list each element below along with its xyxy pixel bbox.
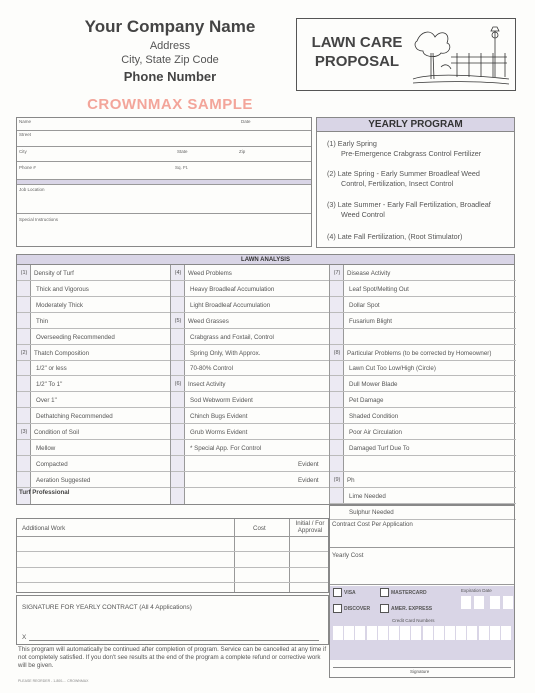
- program-step-3-detail: Weed Control: [341, 210, 385, 219]
- cc-digit-box[interactable]: [434, 626, 444, 640]
- expiration-box[interactable]: [503, 596, 513, 609]
- analysis-item[interactable]: Disease Activity: [347, 270, 391, 277]
- analysis-row-line: [17, 375, 170, 376]
- analysis-item[interactable]: Thin: [36, 318, 49, 325]
- analysis-item[interactable]: Lime Needed: [349, 493, 386, 500]
- city-label: City: [19, 149, 27, 154]
- analysis-row-line: [330, 487, 516, 488]
- analysis-row-line: [171, 375, 329, 376]
- mastercard-label: MASTERCARD: [391, 590, 427, 596]
- cc-digit-box[interactable]: [355, 626, 365, 640]
- analysis-row-line: [330, 439, 516, 440]
- section-number: (8): [333, 350, 341, 356]
- company-city-state-zip: City, State Zip Code: [121, 54, 219, 66]
- analysis-item[interactable]: Thatch Composition: [34, 350, 90, 357]
- contract-signature-line[interactable]: [333, 667, 511, 668]
- analysis-item[interactable]: Sulphur Needed: [349, 509, 394, 516]
- analysis-item[interactable]: Insect Activity: [188, 381, 226, 388]
- signature-block: [16, 595, 329, 645]
- analysis-row-line: [330, 471, 516, 472]
- analysis-row-line: [171, 471, 329, 472]
- cc-digit-box[interactable]: [490, 626, 500, 640]
- analysis-item[interactable]: * Special App. For Control: [190, 445, 262, 452]
- analysis-row-line: [330, 407, 516, 408]
- state-label: State: [177, 149, 188, 154]
- x-mark: X: [22, 634, 27, 641]
- analysis-row-line: [171, 280, 329, 281]
- form-title: LAWN CARE PROPOSAL: [311, 34, 403, 70]
- analysis-row-line: [17, 360, 170, 361]
- street-row[interactable]: [17, 131, 311, 147]
- analysis-item[interactable]: Overseeding Recommended: [36, 334, 115, 341]
- phone-row[interactable]: [17, 162, 311, 180]
- program-step-1: (1) Early Spring: [327, 139, 377, 148]
- analysis-row-line: [17, 439, 170, 440]
- analysis-row-line: [171, 439, 329, 440]
- analysis-row-line: [171, 312, 329, 313]
- analysis-item[interactable]: Pet Damage: [349, 397, 384, 404]
- discover-label: DISCOVER: [344, 606, 371, 612]
- additional-work-header: Additional Work: [22, 525, 66, 532]
- sample-watermark: CROWNMAX SAMPLE: [87, 96, 253, 113]
- analysis-row-line: [17, 391, 170, 392]
- analysis-row-line: [17, 344, 170, 345]
- cc-digit-box[interactable]: [501, 626, 511, 640]
- contract-panel: [329, 505, 515, 678]
- analysis-item[interactable]: Dollar Spot: [349, 302, 380, 309]
- analysis-item[interactable]: Heavy Broadleaf Accumulation: [190, 286, 275, 293]
- analysis-item[interactable]: Crabgrass and Foxtail, Control: [190, 334, 274, 341]
- analysis-item[interactable]: Grub Worms Evident: [190, 429, 248, 436]
- analysis-item[interactable]: Weed Grasses: [188, 318, 229, 325]
- zip-label: Zip: [239, 149, 246, 154]
- analysis-item[interactable]: Shaded Condition: [349, 413, 399, 420]
- analysis-row-line: [17, 455, 170, 456]
- analysis-row-line: [330, 296, 516, 297]
- section-number: (7): [333, 270, 341, 276]
- phone-label: Phone #: [19, 165, 36, 170]
- program-step-3: (3) Late Summer - Early Fall Fertilization, Broadleaf: [327, 200, 491, 209]
- work-row[interactable]: [17, 582, 328, 583]
- turf-professional-label: Turf Professional: [19, 489, 70, 496]
- analysis-item[interactable]: Condition of Soil: [34, 429, 80, 436]
- section-number: (9): [333, 477, 341, 483]
- name-row[interactable]: [17, 118, 311, 131]
- work-row[interactable]: [17, 551, 328, 552]
- analysis-item[interactable]: Over 1": [36, 397, 57, 404]
- additional-work-table: [16, 518, 329, 593]
- analysis-item[interactable]: Sod Webworm Evident: [190, 397, 253, 404]
- yearly-program-panel: [316, 117, 515, 248]
- analysis-item[interactable]: Light Broadleaf Accumulation: [190, 302, 271, 309]
- analysis-row-line: [17, 280, 170, 281]
- contract-cost-label: Contract Cost Per Application: [332, 521, 413, 528]
- name-label: Name: [19, 119, 32, 124]
- analysis-row-line: [17, 312, 170, 313]
- section-number: (3): [20, 429, 28, 435]
- analysis-row-line: [17, 328, 170, 329]
- company-name: Your Company Name: [84, 17, 256, 36]
- amex-label: AMER. EXPRESS: [391, 606, 433, 612]
- cc-digit-box[interactable]: [467, 626, 477, 640]
- expiration-box[interactable]: [474, 596, 484, 609]
- analysis-row-line: [17, 423, 170, 424]
- cc-digit-box[interactable]: [333, 626, 343, 640]
- sqft-label: Sq. Ft.: [175, 165, 189, 170]
- analysis-row-line: [17, 296, 170, 297]
- section-number: (4): [174, 270, 182, 276]
- analysis-row-line: [330, 280, 516, 281]
- analysis-item[interactable]: 70-80% Control: [190, 365, 233, 372]
- program-step-2: (2) Late Spring - Early Summer Broadleaf Weed: [327, 169, 480, 178]
- analysis-row-line: [330, 360, 516, 361]
- analysis-item[interactable]: Weed Problems: [188, 270, 232, 277]
- section-number: (1): [20, 270, 28, 276]
- program-step-4: (4) Late Fall Fertilization, (Root Stimulator): [327, 232, 463, 241]
- lawn-analysis-table: [16, 265, 515, 516]
- cc-digit-box[interactable]: [389, 626, 399, 640]
- analysis-item[interactable]: Moderately Thick: [36, 302, 83, 309]
- cc-digit-box[interactable]: [367, 626, 377, 640]
- visa-label: VISA: [344, 590, 356, 596]
- analysis-row-line: [330, 391, 516, 392]
- analysis-row-line: [330, 375, 516, 376]
- evident-label: Evident: [298, 461, 319, 468]
- city-row[interactable]: [17, 147, 311, 162]
- analysis-row-line: [330, 328, 516, 329]
- signature-label: SIGNATURE FOR YEARLY CONTRACT (All 4 Applications): [22, 604, 192, 611]
- analysis-row-line: [171, 391, 329, 392]
- cc-digit-box[interactable]: [378, 626, 388, 640]
- date-label: Date: [241, 119, 251, 124]
- special-instructions-row[interactable]: [17, 214, 311, 247]
- analysis-row-line: [330, 503, 516, 504]
- cc-digit-box[interactable]: [423, 626, 433, 640]
- lawn-scene-illustration: [411, 23, 511, 87]
- program-step-2-detail: Control, Fertilization, Insect Control: [341, 179, 454, 188]
- cc-digit-box[interactable]: [344, 626, 354, 640]
- expiration-box[interactable]: [461, 596, 471, 609]
- cc-digit-box[interactable]: [411, 626, 421, 640]
- section-number: (2): [20, 350, 28, 356]
- analysis-item[interactable]: 1/2" To 1": [36, 381, 63, 388]
- cost-header: Cost: [253, 525, 266, 532]
- analysis-item[interactable]: Density of Turf: [34, 270, 74, 277]
- analysis-row-line: [17, 487, 170, 488]
- analysis-row-line: [171, 296, 329, 297]
- col1-number-strip: [17, 265, 31, 504]
- form-code: PLEASE REORDER - 1-800-... CROWNMAX: [18, 679, 89, 683]
- analysis-row-line: [330, 423, 516, 424]
- analysis-item[interactable]: Aeration Suggested: [36, 477, 91, 484]
- analysis-item[interactable]: Fusarium Blight: [349, 318, 392, 325]
- company-address: Address: [149, 40, 191, 52]
- job-location-row[interactable]: [17, 185, 311, 214]
- cc-digit-box[interactable]: [445, 626, 455, 640]
- signature-line[interactable]: [29, 640, 319, 641]
- analysis-row-line: [171, 344, 329, 345]
- col3-number-strip: [330, 265, 344, 504]
- title-box: [296, 18, 516, 91]
- yearly-program-heading: YEARLY PROGRAM: [317, 118, 514, 132]
- job-location-label: Job Location: [19, 187, 45, 192]
- analysis-item[interactable]: Dethatching Recommended: [36, 413, 113, 420]
- approval-header: Initial / For Approval: [295, 520, 325, 534]
- analysis-row-line: [171, 360, 329, 361]
- analysis-item[interactable]: Chinch Bugs Evident: [190, 413, 248, 420]
- cc-digit-box[interactable]: [479, 626, 489, 640]
- street-label: Street: [19, 132, 32, 137]
- analysis-item[interactable]: Damaged Turf Due To: [349, 445, 410, 452]
- analysis-row-line: [17, 407, 170, 408]
- yearly-cost-label: Yearly Cost: [332, 552, 364, 559]
- analysis-item[interactable]: Spring Only, With Approx.: [190, 350, 261, 357]
- analysis-row-line: [330, 455, 516, 456]
- analysis-row-line: [171, 407, 329, 408]
- analysis-item[interactable]: Ph: [347, 477, 355, 484]
- work-row[interactable]: [17, 567, 328, 568]
- contract-signature-label: Signature: [410, 669, 430, 674]
- expiration-label: Expiration Date: [461, 588, 492, 593]
- analysis-item[interactable]: Poor Air Circulation: [349, 429, 402, 436]
- analysis-item[interactable]: Mellow: [36, 445, 56, 452]
- expiration-box[interactable]: [490, 596, 500, 609]
- section-number: (5): [174, 318, 182, 324]
- analysis-row-line: [330, 312, 516, 313]
- analysis-item[interactable]: 1/2" or less: [36, 365, 67, 372]
- analysis-row-line: [330, 344, 516, 345]
- mastercard-checkbox[interactable]: [380, 588, 389, 597]
- cc-digit-box[interactable]: [400, 626, 410, 640]
- analysis-item[interactable]: Dull Mower Blade: [349, 381, 398, 388]
- analysis-item[interactable]: Lawn Cut Too Low/High (Circle): [349, 365, 436, 372]
- special-instructions-label: Special Instructions: [19, 217, 59, 222]
- cc-numbers-label: Credit Card Numbers: [392, 618, 435, 623]
- company-phone: Phone Number: [123, 69, 217, 84]
- payment-panel: [330, 586, 514, 660]
- analysis-row-line: [171, 328, 329, 329]
- analysis-row-line: [17, 471, 170, 472]
- analysis-item[interactable]: Thick and Vigorous: [36, 286, 89, 293]
- discover-checkbox[interactable]: [333, 604, 342, 613]
- evident-label: Evident: [298, 477, 319, 484]
- analysis-row-line: [171, 455, 329, 456]
- analysis-row-line: [171, 423, 329, 424]
- cc-digit-box[interactable]: [456, 626, 466, 640]
- section-number: (6): [174, 381, 182, 387]
- terms-text: This program will automatically be continued after completion of program. Service can be cancelled at any time if not completely satisfied. If you don't see results at the end of the program a complete refund or corrective work will be given.: [18, 646, 327, 669]
- visa-checkbox[interactable]: [333, 588, 342, 597]
- analysis-row-line: [171, 487, 329, 488]
- customer-info-block: [16, 117, 312, 247]
- amex-checkbox[interactable]: [380, 604, 389, 613]
- program-step-1-detail: Pre-Emergence Crabgrass Control Fertilizer: [341, 149, 482, 158]
- analysis-item[interactable]: Compacted: [36, 461, 68, 468]
- lawn-analysis-heading: LAWN ANALYSIS: [16, 254, 515, 265]
- analysis-item[interactable]: Particular Problems (to be corrected by Homeowner): [347, 350, 492, 357]
- analysis-item[interactable]: Leaf Spot/Melting Out: [349, 286, 409, 293]
